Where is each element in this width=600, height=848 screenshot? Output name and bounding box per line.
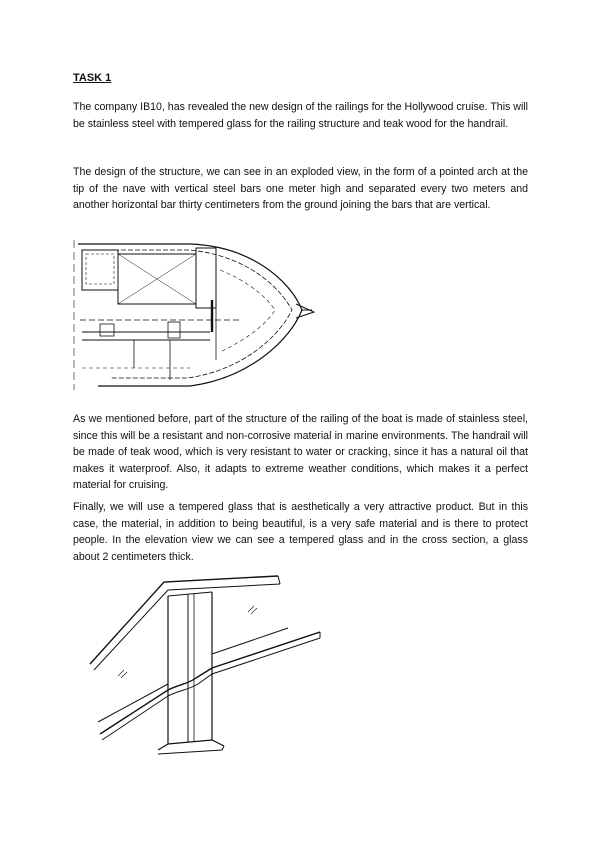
paragraph-glass: Finally, we will use a tempered glass that is aesthetically a very attractive product. But in this case, the material, in addition to being beautiful, is a very safe material and is there to protect people. In the elevation view we can see a tempered glass and in the cross section, a glass about 2 centimeters thick. <box>73 501 528 563</box>
railing-elevation-drawing <box>88 572 324 764</box>
boat-bow-plan-drawing <box>70 240 320 390</box>
paragraph-structure: The design of the structure, we can see in an exploded view, in the form of a pointed arch at the tip of the nave with vertical steel bars one meter high and separated every two meters and another horizontal bar thirty centimeters from the ground joining the bars that are vertical. <box>73 166 528 212</box>
paragraph-intro: The company IB10, has revealed the new design of the railings for the Hollywood cruise. This will be stainless steel with tempered glass for the railing structure and teak wood for the handrail. <box>73 101 528 130</box>
task-heading: TASK 1 <box>73 72 112 84</box>
paragraph-materials: As we mentioned before, part of the structure of the railing of the boat is made of stainless steel, since this will be a resistant and non-corrosive material in marine environments. The handrail will be made of teak wood, which is very resistant to water or cracking, since it has a natural oil that makes it waterproof. Also, it adapts to extreme weather conditions, which makes it a perfect material for cruising. <box>73 413 528 492</box>
